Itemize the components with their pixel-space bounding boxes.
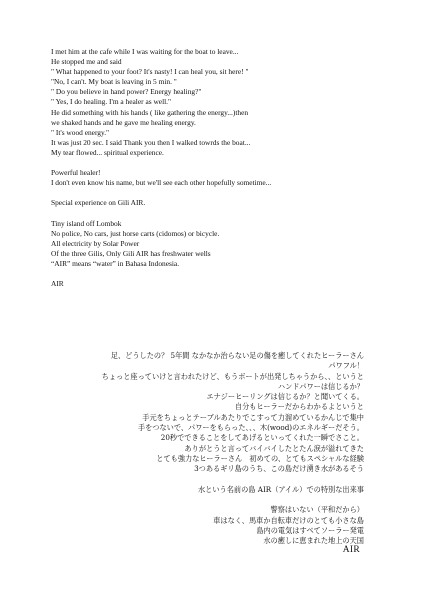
english-story-line: " It's wood energy." <box>51 127 110 137</box>
japanese-fact-line: 水の癒しに恵まれた地上の天国 <box>263 536 364 546</box>
japanese-heading: 水という名前の島 AIR（アイル）での特別な出来事 <box>197 484 364 494</box>
japanese-story-line: パワフル！ <box>328 361 364 371</box>
japanese-story-line: ハンドパワーは信じるか？ <box>277 381 364 391</box>
english-fact-line: No police, No cars, just horse carts (cidomos) or bicycle. <box>51 228 220 238</box>
english-story-line: " Do you believe in hand power? Energy healing?" <box>51 87 202 97</box>
english-fact-line: Tiny island off Lombok <box>51 218 122 228</box>
english-fact-line: “AIR” means “water” in Bahasa Indonesia. <box>51 258 180 268</box>
english-story-line: I met him at the cafe while I was waiting for the boat to leave... <box>51 47 239 56</box>
english-story-line: It was just 20 sec. I said Thank you then I walked towrds the boat... <box>51 137 251 147</box>
english-story-line: " Yes, I do healing. I'm a healer as well." <box>51 97 172 107</box>
japanese-story-line: とても強力なヒーラーさん 初めての、とてもスペシャルな経験 <box>156 453 364 463</box>
english-story-line: My tear flowed... spiritual experience. <box>51 147 164 157</box>
paragraph-spacer <box>51 209 411 219</box>
english-closing-line: Powerful healer! <box>51 168 101 178</box>
english-text-block <box>51 47 411 289</box>
japanese-story-line: ありがとうと言ってバイバイしたとたん涙が溢れてきた <box>184 443 364 453</box>
japanese-signature: AIR <box>342 545 360 555</box>
japanese-fact-line: 警察はいない（平和だから） <box>270 505 364 515</box>
japanese-story-line: 3つあるギリ島のうち、この島だけ湧き水があるそう <box>194 464 364 474</box>
english-special-line: Special experience on Gili AIR. <box>51 198 146 208</box>
japanese-story-line: 足、どうしたの？ 5年間 なかなか治らない足の傷を癒してくれたヒーラーさん <box>110 351 364 360</box>
english-signature: AIR <box>51 279 64 289</box>
english-story-line: " What happened to your foot? It's nasty! I can heal you, sit here! " <box>51 67 249 77</box>
english-fact-line: All electricity by Solar Power <box>51 238 140 248</box>
paragraph-spacer <box>34 475 364 485</box>
japanese-story-line: 自分もヒーラーだからわかるよというと <box>234 402 364 412</box>
paragraph-spacer <box>34 495 364 505</box>
japanese-story-line: 手元をちょっとテーブルあたりでこすって力溜めているかんじで集中 <box>142 412 364 422</box>
english-closing-line: I don't even know his name, but we'll see each other hopefully sometime... <box>51 178 272 188</box>
japanese-story-line: ちょっと座っていけと言われたけど、もうボートが出発しちゃうから、、というと <box>101 371 364 381</box>
japanese-story-line: 20秒でできることをしてあげるといってくれた一瞬でさこと。 <box>160 433 364 443</box>
english-story-line: He stopped me and said <box>51 57 122 67</box>
paragraph-spacer <box>51 158 411 168</box>
paragraph-spacer <box>51 188 411 198</box>
english-story-line: "No, I can't. My boat is leaving in 5 min. " <box>51 77 177 87</box>
english-fact-line: Of the three Gilis, Only Gili AIR has freshwater wells <box>51 248 211 258</box>
english-story-line: we shaked hands and he gave me healing energy. <box>51 117 196 127</box>
japanese-story-line: エナジーヒーリングは信じるか？と聞いてくる。 <box>206 392 364 402</box>
japanese-text-block <box>34 351 364 547</box>
japanese-fact-line: 車はなく、馬車か自転車だけのとても小さな島 <box>213 515 364 525</box>
japanese-story-line: 手をつないで、パワーをもらった、、、木(wood)のエネルギーだそう。 <box>137 423 364 433</box>
japanese-fact-line: 島内の電気はすべてソーラー発電 <box>256 526 364 536</box>
english-story-line: He did something with his hands ( like gathering the energy...)then <box>51 107 249 117</box>
paragraph-spacer <box>51 269 411 279</box>
